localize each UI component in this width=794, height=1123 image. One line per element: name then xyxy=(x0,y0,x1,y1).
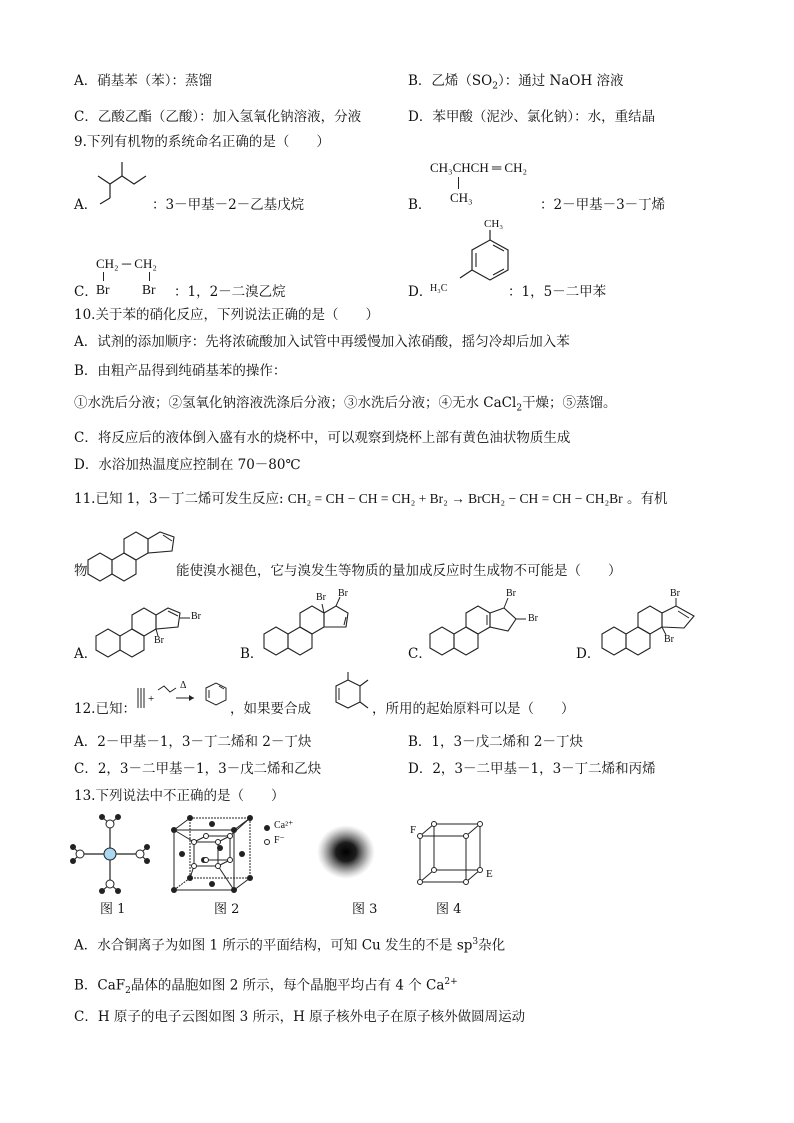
q10-b-steps-post: 干燥；⑤蒸馏。 xyxy=(522,395,617,411)
q8-b-sub: 2 xyxy=(492,81,498,92)
q13-option-b xyxy=(74,973,458,1000)
q11-a-structure xyxy=(94,594,214,666)
q13-fig4-f: F xyxy=(410,824,417,836)
q9-c-br2: Br xyxy=(142,282,156,297)
q13-a-post: 杂化 xyxy=(478,937,506,954)
q13-fig4-caption: 图 4 xyxy=(436,902,462,917)
q11-d-br1: Br xyxy=(670,588,680,599)
q10-option-c: C．将反应后的液体倒入盛有水的烧杯中，可以观察到烧杯上部有黄色油状物质生成 xyxy=(74,430,571,446)
q13-fig4-e: E xyxy=(486,868,493,880)
q13-option-c: C．H 原子的电子云图如图 3 所示，H 原子核外电子在原子核外做圆周运动 xyxy=(74,1009,526,1025)
q9-c-text: ：1，2－二溴乙烷 xyxy=(174,284,286,300)
q11-d-br2: Br xyxy=(664,634,674,645)
q12-stem-post: ，所用的起始原料可以是（ ） xyxy=(372,701,575,717)
q12-reaction-scheme xyxy=(134,678,230,720)
q9-a-text: ：3－甲基－2－乙基戊烷 xyxy=(152,197,305,213)
q13-a-pre: A．水合铜离子为如图 1 所示的平面结构，可知 Cu 发生的不是 sp xyxy=(74,937,473,954)
q13-legend-ca: Ca²⁺ xyxy=(274,820,294,831)
q11-stem xyxy=(74,490,667,508)
q9-d-label: D． xyxy=(408,284,433,300)
q11-c-br2: Br xyxy=(528,613,538,624)
q13-b-sup: 2+ xyxy=(444,977,458,987)
q13-figure-2 xyxy=(172,816,260,894)
q11-line2-pre: 物 xyxy=(74,563,88,579)
q13-b-mid: 晶体的晶胞如图 2 所示，每个晶胞平均占有 4 个 Ca xyxy=(130,977,445,994)
q11-b-br1: Br xyxy=(316,592,326,603)
q9-b-formula: CH₃CHCH ═ CH₂ xyxy=(430,160,528,175)
q9-d-h3c: H₃C xyxy=(430,283,448,294)
q13-figure-3-electron-cloud xyxy=(316,824,376,880)
q11-stem-pre: 11.已知 1，3－丁二烯可发生反应: xyxy=(74,491,284,507)
q10-b-steps-sub: 2 xyxy=(516,403,523,414)
q11-c-label: C． xyxy=(408,646,432,662)
q9-b-ch3: CH₃ xyxy=(450,190,473,205)
q13-a-sup: 3 xyxy=(472,937,479,947)
q9-b-text: ：2－甲基－3－丁烯 xyxy=(540,197,666,213)
q13-option-a xyxy=(74,933,505,955)
q8-option-c: C．乙酸乙酯（乙酸）：加入氢氧化钠溶液，分液 xyxy=(74,109,362,125)
q11-a-br1: Br xyxy=(191,611,201,622)
q9-d-ch3: CH₃ xyxy=(484,218,504,230)
q10-option-a: A．试剂的添加顺序：先将浓硫酸加入试管中再缓慢加入浓硝酸，摇匀冷却后加入苯 xyxy=(74,334,570,350)
q13-fig2-caption: 图 2 xyxy=(214,902,240,917)
q11-d-label: D． xyxy=(576,646,601,662)
q13-b-pre: B．CaF xyxy=(74,977,126,994)
q9-a-label: A． xyxy=(74,197,98,213)
q9-b-bond xyxy=(458,177,459,189)
q10-option-b-steps xyxy=(74,394,617,418)
q12-option-d: D．2，3－二甲基－1，3－丁二烯和丙烯 xyxy=(408,761,656,777)
q8-option-b xyxy=(408,72,624,96)
svg-text:+: + xyxy=(148,693,155,705)
q9-d-text: ：1，5－二甲苯 xyxy=(508,284,607,300)
q11-c-br1: Br xyxy=(506,588,516,599)
q13-figure-1 xyxy=(70,814,150,894)
q11-line2-post: 能使溴水褪色，它与溴发生等物质的量加成反应时生成物不可能是（ ） xyxy=(176,563,622,579)
q9-d-structure xyxy=(430,218,520,298)
q11-d-structure xyxy=(600,588,710,664)
q13-b-sub: 2 xyxy=(125,986,131,997)
q11-c-structure xyxy=(428,588,558,664)
q8-b-pre: B．乙烯（SO xyxy=(408,73,493,89)
q13-stem: 13.下列说法中不正确的是（ ） xyxy=(74,788,285,804)
q9-c-label: C． xyxy=(74,284,98,300)
q9-b-label: B． xyxy=(408,197,432,213)
q10-b-steps-pre: ①水洗后分液；②氢氧化钠溶液洗涤后分液；③水洗后分液；④无水 CaCl xyxy=(74,395,517,411)
q9-c-formula: CH₂ ─ CH₂ xyxy=(96,256,157,271)
q10-stem: 10.关于苯的硝化反应，下列说法正确的是（ ） xyxy=(74,307,379,323)
q13-fig3-caption: 图 3 xyxy=(352,902,378,917)
q10-option-b: B．由粗产品得到纯硝基苯的操作： xyxy=(74,363,287,379)
q10-option-d: D．水浴加热温度应控制在 70－80℃ xyxy=(74,457,301,473)
q12-target-structure xyxy=(326,672,374,722)
q11-equation: CH₂ = CH − CH = CH₂ + Br₂ → BrCH₂ − CH = CH − CH₂Br xyxy=(287,491,623,506)
q12-option-a: A．2－甲基－1，3－丁二烯和 2－丁炔 xyxy=(74,734,312,750)
q11-a-br2: Br xyxy=(154,635,164,646)
q13-fig2-legend xyxy=(262,820,294,852)
q11-b-label: B． xyxy=(240,646,264,662)
q11-b-br2: Br xyxy=(338,588,348,599)
q12-stem-pre: 12.已知： xyxy=(74,701,136,717)
q12-stem-mid: ，如果要合成 xyxy=(230,701,311,717)
q8-option-d: D．苯甲酸（泥沙、氯化钠）：水，重结晶 xyxy=(408,109,656,125)
q11-steroid-structure xyxy=(86,520,186,582)
q13-fig1-caption: 图 1 xyxy=(100,902,126,917)
q11-a-label: A． xyxy=(74,646,98,662)
q8-option-a: A．硝基苯（苯）：蒸馏 xyxy=(74,73,212,89)
q9-c-br1: Br xyxy=(96,282,110,297)
q12-delta: Δ xyxy=(180,680,187,691)
q13-legend-f: F⁻ xyxy=(274,835,285,846)
q9-stem: 9.下列有机物的系统命名正确的是（ ） xyxy=(74,134,330,150)
q8-b-post: ）：通过 NaOH 溶液 xyxy=(497,73,624,89)
q12-option-b: B．1，3－戊二烯和 2－丁炔 xyxy=(408,734,583,750)
q12-option-c: C．2，3－二甲基－1，3－戊二烯和乙炔 xyxy=(74,761,322,777)
q11-b-structure xyxy=(262,588,382,664)
q11-stem-post: 。有机 xyxy=(626,491,668,507)
q13-figure-4 xyxy=(410,820,493,890)
